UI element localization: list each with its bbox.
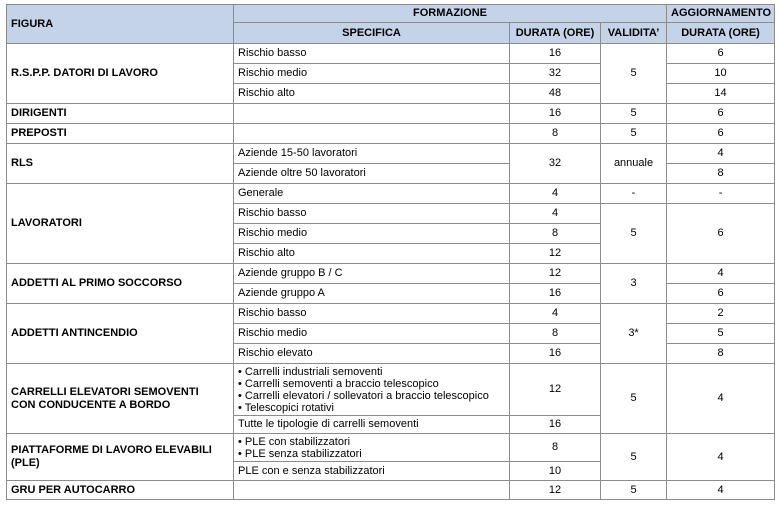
durata-cell: 12 bbox=[510, 264, 601, 284]
specifica-cell: Rischio basso bbox=[234, 44, 510, 64]
validita-cell: 5 bbox=[601, 364, 667, 434]
aggiornamento-cell: 4 bbox=[667, 364, 775, 434]
aggiornamento-cell: 8 bbox=[667, 344, 775, 364]
validita-cell: 5 bbox=[601, 124, 667, 144]
table-row bbox=[7, 44, 775, 64]
durata-cell: 10 bbox=[510, 462, 601, 481]
figura-primo-soccorso: ADDETTI AL PRIMO SOCCORSO bbox=[7, 264, 234, 304]
specifica-cell: Rischio medio bbox=[234, 224, 510, 244]
specifica-cell: Rischio basso bbox=[234, 304, 510, 324]
specifica-cell: PLE con e senza stabilizzatori bbox=[234, 462, 510, 481]
figura-carrelli-line1: CARRELLI ELEVATORI SEMOVENTI bbox=[11, 385, 199, 398]
specifica-cell: Aziende gruppo A bbox=[234, 284, 510, 304]
list-item: • PLE senza stabilizzatori bbox=[238, 447, 362, 460]
specifica-cell: Rischio medio bbox=[234, 324, 510, 344]
specifica-cell: Tutte le tipologie di carrelli semoventi bbox=[234, 416, 510, 434]
table-row bbox=[7, 434, 775, 462]
figura-carrelli-line2: CON CONDUCENTE A BORDO bbox=[11, 398, 171, 411]
specifica-cell bbox=[234, 124, 510, 144]
header-aggiornamento: AGGIORNAMENTO bbox=[667, 5, 775, 23]
aggiornamento-cell: 4 bbox=[667, 481, 775, 500]
specifica-cell: Rischio alto bbox=[234, 84, 510, 104]
specifica-cell: Aziende gruppo B / C bbox=[234, 264, 510, 284]
durata-cell: 12 bbox=[510, 481, 601, 500]
table-row bbox=[7, 364, 775, 416]
specifica-list-cell bbox=[234, 434, 510, 462]
specifica-cell: Generale bbox=[234, 184, 510, 204]
list-item: • PLE con stabilizzatori bbox=[238, 435, 351, 448]
list-item: • Carrelli semoventi a braccio telescopico bbox=[238, 377, 439, 390]
figura-antincendio: ADDETTI ANTINCENDIO bbox=[7, 304, 234, 364]
header-agg-durata-ore: DURATA (ORE) bbox=[667, 23, 775, 44]
aggiornamento-cell: 4 bbox=[667, 264, 775, 284]
aggiornamento-cell: 5 bbox=[667, 324, 775, 344]
validita-cell: 3 bbox=[601, 264, 667, 304]
aggiornamento-cell: - bbox=[667, 184, 775, 204]
durata-cell: 16 bbox=[510, 44, 601, 64]
validita-cell: 5 bbox=[601, 434, 667, 481]
figura-gru: GRU PER AUTOCARRO bbox=[7, 481, 234, 500]
aggiornamento-cell: 10 bbox=[667, 64, 775, 84]
specifica-list-cell bbox=[234, 364, 510, 416]
durata-cell: 32 bbox=[510, 64, 601, 84]
header-formazione: FORMAZIONE bbox=[234, 5, 667, 23]
durata-cell: 16 bbox=[510, 284, 601, 304]
list-item: • Carrelli elevatori / sollevatori a braccio telescopico bbox=[238, 389, 489, 402]
table-row bbox=[7, 144, 775, 164]
header-durata-ore: DURATA (ORE) bbox=[510, 23, 601, 44]
validita-cell: 5 bbox=[601, 204, 667, 264]
durata-cell: 32 bbox=[510, 144, 601, 184]
durata-cell: 16 bbox=[510, 344, 601, 364]
figura-preposti: PREPOSTI bbox=[7, 124, 234, 144]
durata-cell: 48 bbox=[510, 84, 601, 104]
durata-cell: 12 bbox=[510, 244, 601, 264]
aggiornamento-cell: 6 bbox=[667, 104, 775, 124]
specifica-cell: Rischio elevato bbox=[234, 344, 510, 364]
specifica-cell: Aziende oltre 50 lavoratori bbox=[234, 164, 510, 184]
durata-cell: 8 bbox=[510, 434, 601, 462]
header-validita: VALIDITA’ bbox=[601, 23, 667, 44]
aggiornamento-cell: 4 bbox=[667, 144, 775, 164]
durata-cell: 12 bbox=[510, 364, 601, 416]
aggiornamento-cell: 6 bbox=[667, 204, 775, 264]
list-item: • Telescopici rotativi bbox=[238, 401, 334, 414]
table-row bbox=[7, 264, 775, 284]
aggiornamento-cell: 14 bbox=[667, 84, 775, 104]
durata-cell: 8 bbox=[510, 124, 601, 144]
durata-cell: 8 bbox=[510, 224, 601, 244]
validita-cell: 5 bbox=[601, 104, 667, 124]
aggiornamento-cell: 4 bbox=[667, 434, 775, 481]
table-row bbox=[7, 184, 775, 204]
durata-cell: 4 bbox=[510, 184, 601, 204]
validita-cell: 5 bbox=[601, 44, 667, 104]
aggiornamento-cell: 6 bbox=[667, 44, 775, 64]
formazione-table bbox=[6, 4, 775, 500]
figura-lavoratori: LAVORATORI bbox=[7, 184, 234, 264]
aggiornamento-cell: 6 bbox=[667, 124, 775, 144]
figura-dirigenti: DIRIGENTI bbox=[7, 104, 234, 124]
specifica-cell bbox=[234, 104, 510, 124]
specifica-cell: Rischio medio bbox=[234, 64, 510, 84]
aggiornamento-cell: 8 bbox=[667, 164, 775, 184]
durata-cell: 4 bbox=[510, 204, 601, 224]
specifica-cell bbox=[234, 481, 510, 500]
validita-cell: 5 bbox=[601, 481, 667, 500]
validita-cell: 3* bbox=[601, 304, 667, 364]
figura-ple-line2: (PLE) bbox=[11, 457, 40, 469]
durata-cell: 16 bbox=[510, 416, 601, 434]
figura-rspp: R.S.P.P. DATORI DI LAVORO bbox=[7, 44, 234, 104]
aggiornamento-cell: 6 bbox=[667, 284, 775, 304]
figura-ple-line1: PIATTAFORME DI LAVORO ELEVABILI bbox=[11, 444, 212, 456]
figura-carrelli bbox=[7, 364, 234, 434]
validita-cell: - bbox=[601, 184, 667, 204]
table-row bbox=[7, 104, 775, 124]
header-figura: FIGURA bbox=[7, 5, 234, 44]
header-specifica: SPECIFICA bbox=[234, 23, 510, 44]
validita-cell: annuale bbox=[601, 144, 667, 184]
table-row bbox=[7, 304, 775, 324]
specifica-cell: Rischio basso bbox=[234, 204, 510, 224]
durata-cell: 8 bbox=[510, 324, 601, 344]
durata-cell: 4 bbox=[510, 304, 601, 324]
aggiornamento-cell: 2 bbox=[667, 304, 775, 324]
figura-ple bbox=[7, 434, 234, 481]
list-item: • Carrelli industriali semoventi bbox=[238, 365, 383, 378]
durata-cell: 16 bbox=[510, 104, 601, 124]
specifica-cell: Aziende 15-50 lavoratori bbox=[234, 144, 510, 164]
table-row bbox=[7, 481, 775, 500]
table-row bbox=[7, 124, 775, 144]
figura-rls: RLS bbox=[7, 144, 234, 184]
specifica-cell: Rischio alto bbox=[234, 244, 510, 264]
